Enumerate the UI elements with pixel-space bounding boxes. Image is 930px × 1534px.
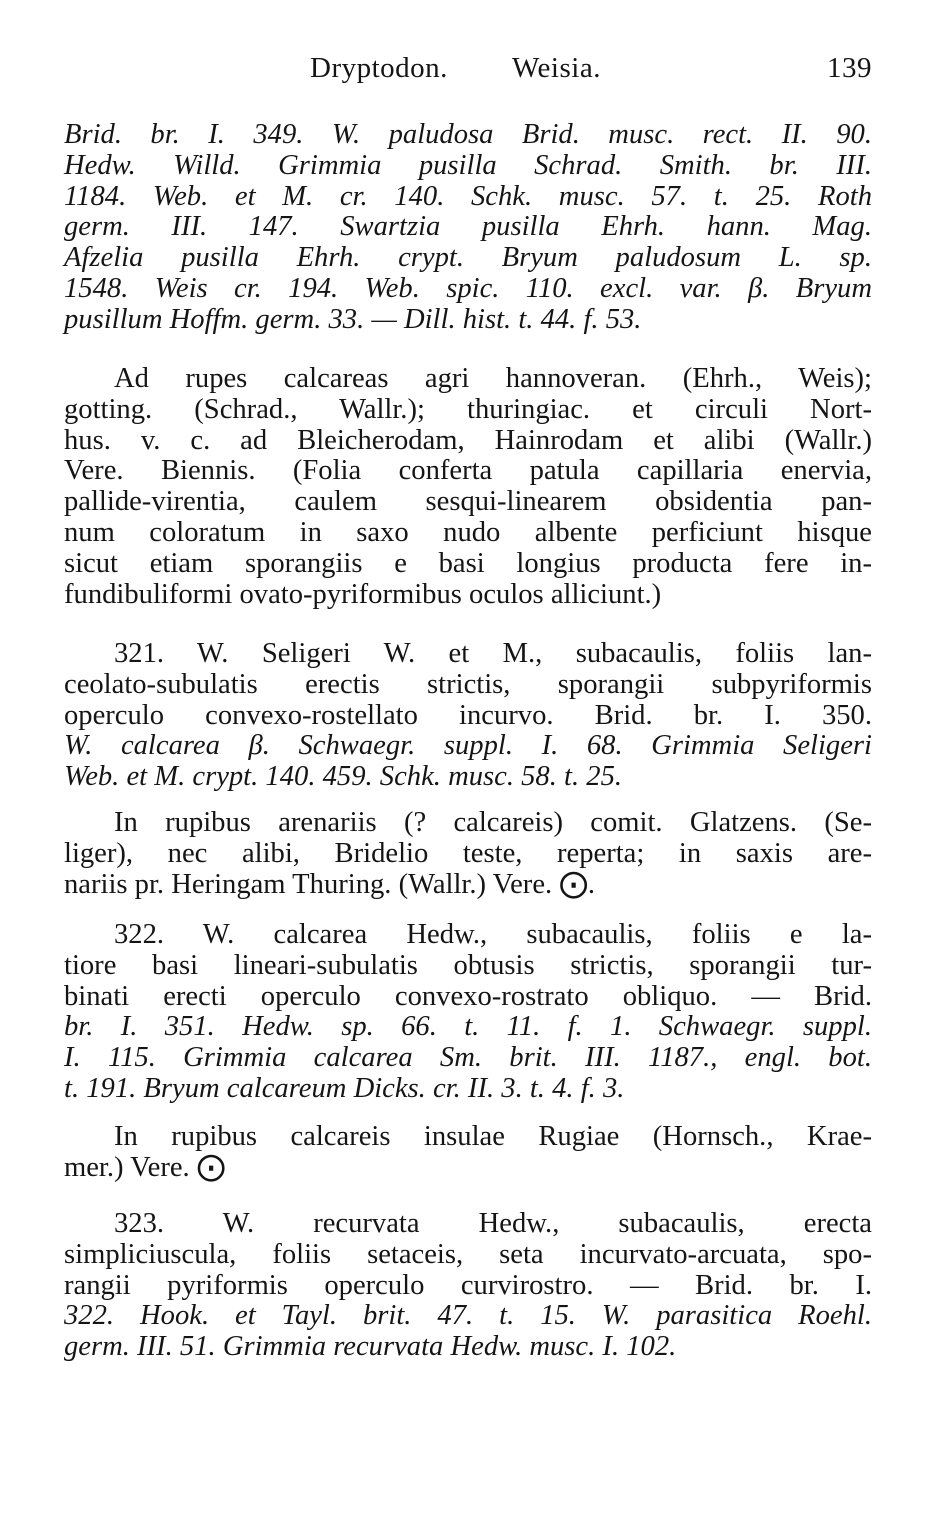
text-line: t. 191. Bryum calcareum Dicks. cr. II. 3. t. 4. f. 3. [64, 1072, 625, 1104]
text-line: Ad rupes calcareas agri hannoveran. (Ehrh., Weis); [114, 363, 872, 394]
text-line: Brid. br. I. 349. W. paludosa Brid. musc. rect. II. 90. [64, 119, 872, 150]
text-line: hus. v. c. ad Bleicherodam, Hainrodam et alibi (Wallr.) [64, 424, 872, 456]
text-line: pallide-virentia, caulem sesqui-linearem obsidentia pan- [64, 486, 872, 518]
text-line: 1184. Web. et M. cr. 140. Schk. musc. 57. t. 25. Roth [64, 180, 872, 212]
text-line: rangii pyriformis operculo curvirostro. — Brid. br. I. [64, 1269, 872, 1301]
text-line: Web. et M. crypt. 140. 459. Schk. musc. 58. t. 25. [64, 761, 623, 793]
text-line: Vere. Biennis. (Folia conferta patula capillaria enervia, [64, 455, 872, 487]
species-heading-line: 321. W. Seligeri W. et M., subacaulis, foliis lan- [114, 638, 872, 669]
text-line: germ. III. 147. Swartzia pusilla Ehrh. hann. Mag. [64, 211, 872, 243]
text-line: In rupibus arenariis (? calcareis) comit. Glatzens. (Se- [114, 807, 872, 838]
text-line: tiore basi lineari-subulatis obtusis strictis, sporangii tur- [64, 949, 872, 981]
text-line: 322. Hook. et Tayl. brit. 47. t. 15. W. parasitica Roehl. [64, 1300, 872, 1332]
habitat-paragraph-322 [64, 1122, 872, 1184]
text-line: operculo convexo-rostellato incurvo. Brid. br. I. 350. [64, 699, 872, 731]
running-header [310, 52, 872, 96]
text-line: Hedw. Willd. Grimmia pusilla Schrad. Smith. br. III. [64, 149, 872, 181]
text-line: sicut etiam sporangiis e basi longius producta fere in- [64, 547, 872, 579]
text-line: 1548. Weis cr. 194. Web. spic. 110. excl. var. β. Bryum [64, 272, 872, 304]
text-line: germ. III. 51. Grimmia recurvata Hedw. musc. I. 102. [64, 1331, 677, 1363]
text-line: gotting. (Schrad., Wallr.); thuringiac. et circuli Nort- [64, 393, 872, 425]
text-line: fundibuliformi ovato-pyriformibus oculos alliciunt.) [64, 578, 662, 610]
species-heading-line: 323. W. recurvata Hedw., subacaulis, erecta [114, 1208, 872, 1239]
text-line: I. 115. Grimmia calcarea Sm. brit. III. 1187., engl. bot. [64, 1042, 872, 1074]
species-heading-line: 322. W. calcarea Hedw., subacaulis, foliis e la- [114, 919, 872, 950]
species-entry-322 [64, 920, 872, 1105]
text-line: num coloratum in saxo nudo albente perficiunt hisque [64, 516, 872, 548]
text-line: liger), nec alibi, Bridelio teste, reperta; in saxis are- [64, 837, 872, 869]
text-line: nariis pr. Heringam Thuring. (Wallr.) Vere. ⨀. [64, 868, 596, 900]
text-line: pusillum Hoffm. germ. 33. — Dill. hist. t. 44. f. 53. [64, 303, 642, 335]
species-entry-323 [64, 1209, 872, 1363]
text-line: binati erecti operculo convexo-rostrato obliquo. — Brid. [64, 980, 872, 1012]
synonymy-continuation [64, 120, 872, 336]
species-entry-321 [64, 639, 872, 793]
header-center-word: Weisia. [512, 52, 601, 84]
header-left-word: Dryptodon. [310, 52, 448, 84]
habitat-paragraph-321 [64, 808, 872, 900]
text-line: mer.) Vere. ⨀ [64, 1151, 226, 1183]
text-line: simpliciuscula, foliis setaceis, seta incurvato-arcuata, spo- [64, 1238, 872, 1270]
text-line: In rupibus calcareis insulae Rugiae (Hornsch., Krae- [114, 1121, 872, 1152]
text-line: Afzelia pusilla Ehrh. crypt. Bryum paludosum L. sp. [64, 242, 872, 274]
habitat-paragraph [64, 364, 872, 610]
text-line: W. calcarea β. Schwaegr. suppl. I. 68. Grimmia Seligeri [64, 730, 872, 762]
page-number: 139 [827, 52, 872, 84]
text-line: br. I. 351. Hedw. sp. 66. t. 11. f. 1. Schwaegr. suppl. [64, 1011, 872, 1043]
text-line: ceolato-subulatis erectis strictis, sporangii subpyriformis [64, 668, 872, 700]
